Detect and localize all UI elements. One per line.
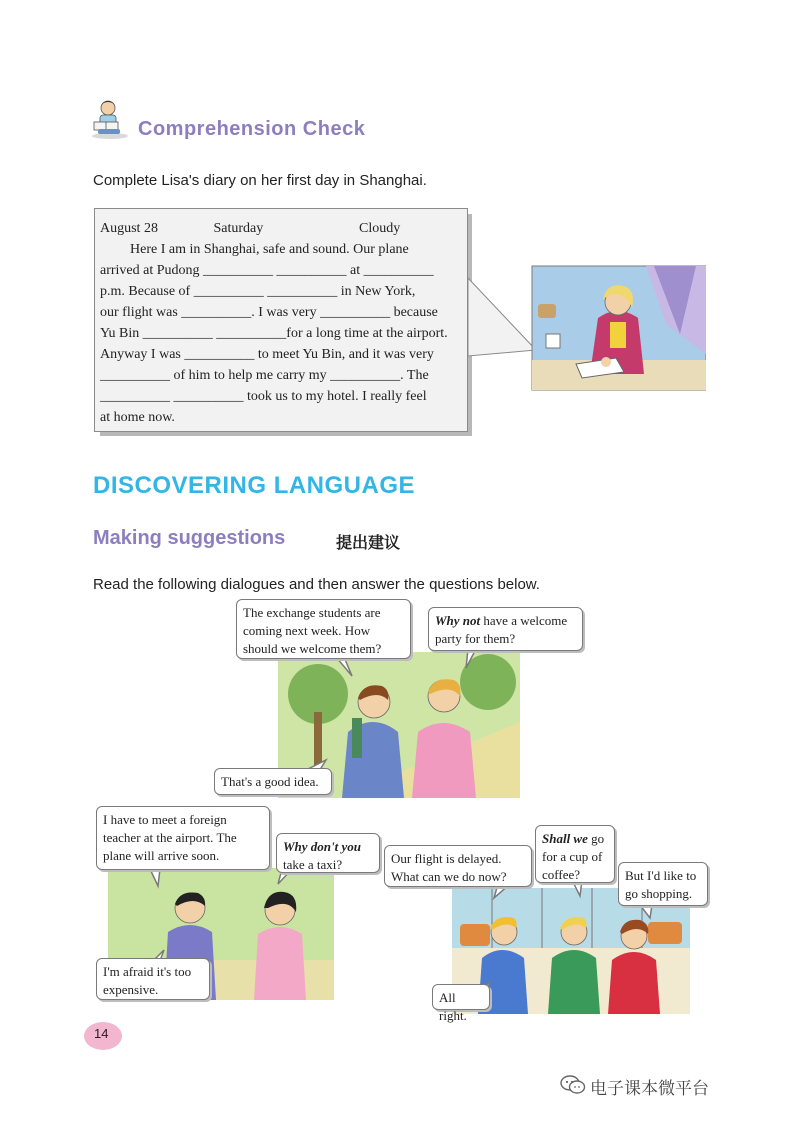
bubble-text: That's a good idea. bbox=[221, 774, 319, 789]
watermark-text: 电子课本微平台 bbox=[590, 1079, 709, 1098]
speech-bubble bbox=[384, 845, 532, 887]
diary-line: Anyway I was __________ to meet Yu Bin, and it was very bbox=[100, 347, 434, 362]
making-suggestions-title: Making suggestions bbox=[93, 527, 286, 549]
bubble-text: Our flight is delayed. What can we do now? bbox=[391, 851, 507, 884]
diary-date: August 28 bbox=[100, 221, 158, 236]
diary-day: Saturday bbox=[213, 221, 264, 236]
bubble-emphasis: Shall we bbox=[542, 831, 588, 846]
speech-bubble bbox=[96, 958, 210, 1000]
bubble-text: All right. bbox=[439, 990, 467, 1023]
dialogue-instruction: Read the following dialogues and then answer the questions below. bbox=[93, 576, 540, 593]
bubble-text: The exchange students are coming next week. How should we welcome them? bbox=[243, 605, 382, 656]
bubble-text: But I'd like to go shopping. bbox=[625, 868, 697, 901]
diary-line: __________ __________ took us to my hotel. I really feel bbox=[100, 389, 427, 404]
bubble-text: go for a cup of coffee? bbox=[542, 831, 605, 882]
speech-bubble bbox=[618, 862, 708, 906]
speech-bubble bbox=[432, 984, 490, 1023]
diary-line: Yu Bin __________ __________for a long time at the airport. bbox=[100, 326, 448, 341]
speech-bubble bbox=[276, 833, 380, 873]
bubble-text: have a welcome party for them? bbox=[435, 613, 568, 646]
page-number: 14 bbox=[94, 1026, 109, 1041]
speech-bubble bbox=[214, 768, 332, 795]
bubble-emphasis: Why don't you bbox=[283, 839, 362, 854]
diary-line: p.m. Because of __________ __________ in New York, bbox=[100, 284, 416, 299]
diary-line: __________ of him to help me carry my __________. The bbox=[100, 368, 429, 383]
comprehension-check-title: Comprehension Check bbox=[138, 118, 366, 140]
diary-line: at home now. bbox=[100, 410, 175, 425]
speech-bubble bbox=[236, 599, 411, 659]
speech-bubble bbox=[428, 607, 583, 651]
bubble-emphasis: Why not bbox=[435, 613, 481, 628]
diary-line: our flight was __________. I was very __________ because bbox=[100, 305, 438, 320]
wechat-icon bbox=[560, 1074, 586, 1096]
bubble-text: I'm afraid it's too expensive. bbox=[103, 964, 192, 997]
making-suggestions-title-cn: 提出建议 bbox=[336, 535, 401, 552]
comprehension-instruction: Complete Lisa's diary on her first day in Shanghai. bbox=[93, 172, 427, 189]
bubble-text: I have to meet a foreign teacher at the airport. The plane will arrive soon. bbox=[103, 812, 237, 863]
diary-line: Here I am in Shanghai, safe and sound. Our plane bbox=[130, 242, 409, 257]
diary-weather: Cloudy bbox=[359, 221, 401, 236]
diary-line: arrived at Pudong __________ __________ at __________ bbox=[100, 263, 434, 278]
bubble-text: take a taxi? bbox=[283, 857, 343, 872]
discovering-language-title: DISCOVERING LANGUAGE bbox=[93, 472, 416, 499]
speech-bubble bbox=[535, 825, 615, 883]
speech-bubble bbox=[96, 806, 270, 870]
